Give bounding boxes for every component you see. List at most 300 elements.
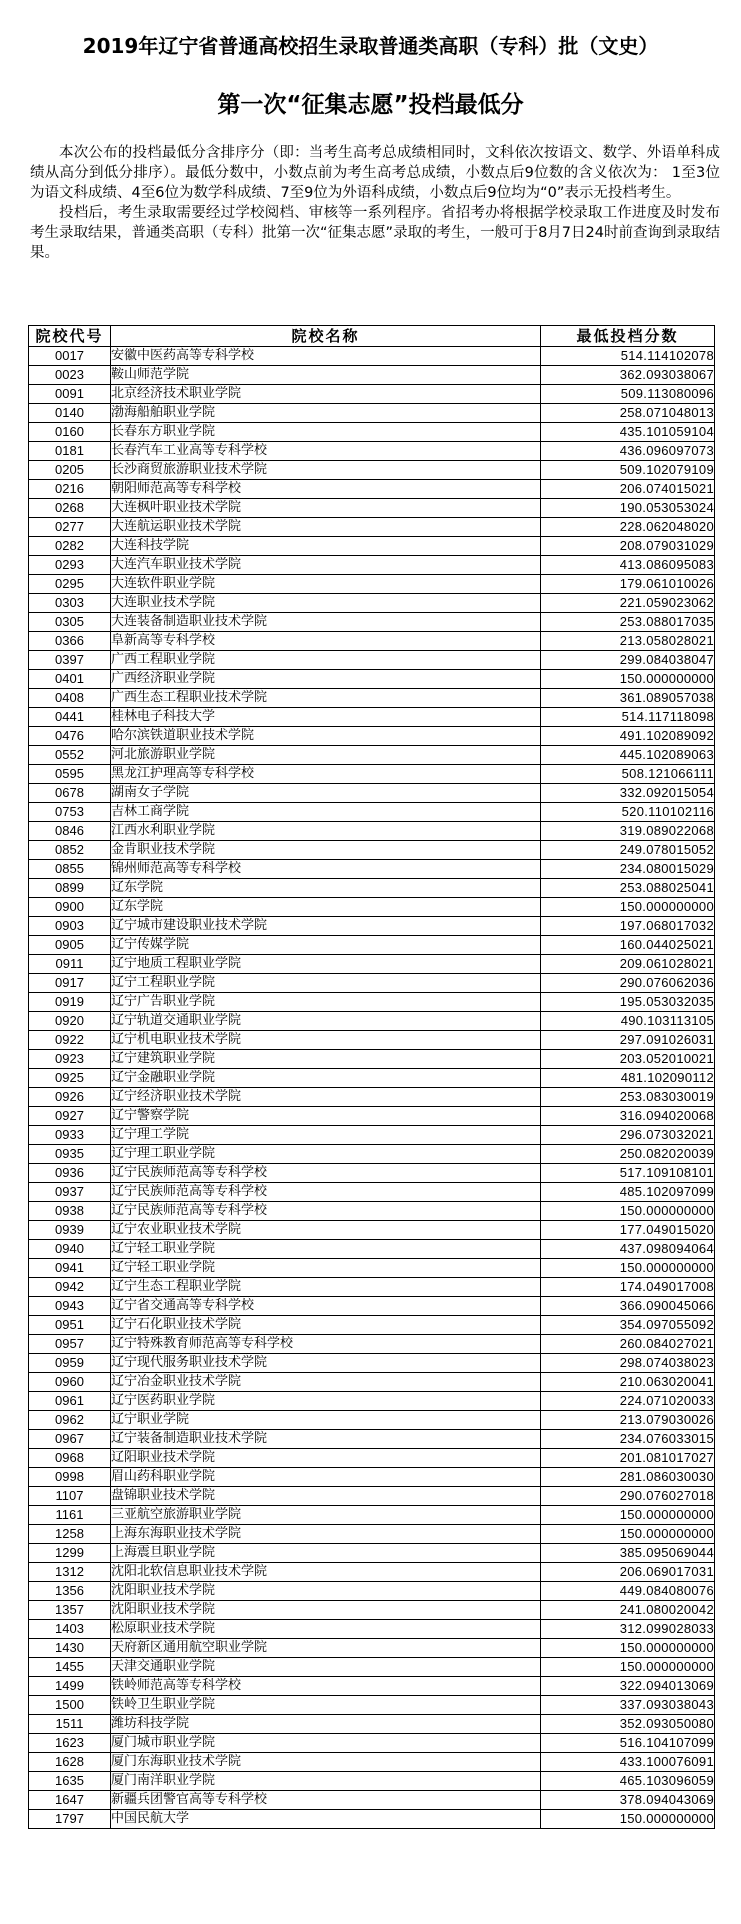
- school-name-cell: 辽宁城市建设职业技术学院: [111, 917, 541, 936]
- min-score-cell: 449.084080076: [541, 1582, 715, 1601]
- table-row: [29, 575, 715, 594]
- school-name-cell: 北京经济技术职业学院: [111, 385, 541, 404]
- min-score-cell: 195.053032035: [541, 993, 715, 1012]
- school-name-cell: 沈阳北软信息职业技术学院: [111, 1563, 541, 1582]
- table-row: [29, 1582, 715, 1601]
- school-code-cell: 1299: [29, 1544, 111, 1563]
- min-score-cell: 337.093038043: [541, 1696, 715, 1715]
- school-code-cell: 0595: [29, 765, 111, 784]
- school-name-cell: 辽宁传媒学院: [111, 936, 541, 955]
- min-score-cell: 296.073032021: [541, 1126, 715, 1145]
- school-name-cell: 桂林电子科技大学: [111, 708, 541, 727]
- table-row: [29, 1012, 715, 1031]
- school-name-cell: 朝阳师范高等专科学校: [111, 480, 541, 499]
- school-name-cell: 三亚航空旅游职业学院: [111, 1506, 541, 1525]
- min-score-cell: 485.102097099: [541, 1183, 715, 1202]
- school-code-cell: 0967: [29, 1430, 111, 1449]
- school-name-cell: 厦门城市职业学院: [111, 1734, 541, 1753]
- school-name-cell: 辽宁民族师范高等专科学校: [111, 1164, 541, 1183]
- table-row: [29, 366, 715, 385]
- school-name-cell: 辽宁金融职业学院: [111, 1069, 541, 1088]
- min-score-cell: 508.121066111: [541, 765, 715, 784]
- table-row: [29, 898, 715, 917]
- min-score-cell: 150.000000000: [541, 1810, 715, 1829]
- table-row: [29, 518, 715, 537]
- school-name-cell: 鞍山师范学院: [111, 366, 541, 385]
- min-score-cell: 281.086030030: [541, 1468, 715, 1487]
- min-score-cell: 437.098094064: [541, 1240, 715, 1259]
- school-name-cell: 长沙商贸旅游职业技术学院: [111, 461, 541, 480]
- school-code-cell: 0293: [29, 556, 111, 575]
- min-score-cell: 354.097055092: [541, 1316, 715, 1335]
- school-code-cell: 0927: [29, 1107, 111, 1126]
- school-name-cell: 辽宁警察学院: [111, 1107, 541, 1126]
- min-score-cell: 210.063020041: [541, 1373, 715, 1392]
- intro-paragraph-1: 本次公布的投档最低分含排序分（即：当考生高考总成绩相同时，文科依次按语文、数学、外语单科成绩从高分到低分排序）。最低分数中，小数点前为考生高考总成绩，小数点后9位数的含义依次为： 1至3位为语文科成绩、4至6位为数学科成绩、7至9位为外语科成绩，小数点后9位均为“0”表示无投档考生。: [30, 145, 720, 201]
- table-row: [29, 1278, 715, 1297]
- school-code-cell: 0899: [29, 879, 111, 898]
- min-score-cell: 378.094043069: [541, 1791, 715, 1810]
- school-code-cell: 0937: [29, 1183, 111, 1202]
- table-row: [29, 1069, 715, 1088]
- table-row: [29, 1221, 715, 1240]
- school-name-cell: 辽宁生态工程职业学院: [111, 1278, 541, 1297]
- school-code-cell: 0023: [29, 366, 111, 385]
- school-name-cell: 沈阳职业技术学院: [111, 1601, 541, 1620]
- school-code-cell: 0277: [29, 518, 111, 537]
- school-name-cell: 辽宁轨道交通职业学院: [111, 1012, 541, 1031]
- min-score-cell: 253.088017035: [541, 613, 715, 632]
- school-name-cell: 大连职业技术学院: [111, 594, 541, 613]
- table-row: [29, 860, 715, 879]
- school-name-cell: 辽宁冶金职业技术学院: [111, 1373, 541, 1392]
- school-name-cell: 辽宁石化职业技术学院: [111, 1316, 541, 1335]
- school-code-cell: 1403: [29, 1620, 111, 1639]
- school-code-cell: 1500: [29, 1696, 111, 1715]
- school-code-cell: 0900: [29, 898, 111, 917]
- school-name-cell: 辽宁现代服务职业技术学院: [111, 1354, 541, 1373]
- school-name-cell: 天津交通职业学院: [111, 1658, 541, 1677]
- school-code-cell: 0951: [29, 1316, 111, 1335]
- school-name-cell: 辽宁广告职业学院: [111, 993, 541, 1012]
- school-name-cell: 盘锦职业技术学院: [111, 1487, 541, 1506]
- header-school-name: 院校名称: [111, 326, 541, 347]
- school-code-cell: 0905: [29, 936, 111, 955]
- school-name-cell: 铁岭卫生职业学院: [111, 1696, 541, 1715]
- school-code-cell: 0919: [29, 993, 111, 1012]
- school-code-cell: 0943: [29, 1297, 111, 1316]
- table-row: [29, 1354, 715, 1373]
- school-code-cell: 0401: [29, 670, 111, 689]
- school-name-cell: 松原职业技术学院: [111, 1620, 541, 1639]
- table-row: [29, 1373, 715, 1392]
- school-code-cell: 1647: [29, 1791, 111, 1810]
- table-row: [29, 784, 715, 803]
- min-score-cell: 491.102089092: [541, 727, 715, 746]
- min-score-cell: 253.088025041: [541, 879, 715, 898]
- table-row: [29, 1639, 715, 1658]
- school-code-cell: 0960: [29, 1373, 111, 1392]
- min-score-cell: 250.082020039: [541, 1145, 715, 1164]
- school-code-cell: 1161: [29, 1506, 111, 1525]
- min-score-cell: 362.093038067: [541, 366, 715, 385]
- school-code-cell: 1797: [29, 1810, 111, 1829]
- table-row: [29, 708, 715, 727]
- table-row: [29, 1620, 715, 1639]
- min-score-cell: 290.076062036: [541, 974, 715, 993]
- intro-text: [30, 143, 720, 263]
- score-table: [28, 325, 715, 1829]
- table-row: [29, 746, 715, 765]
- school-code-cell: 0925: [29, 1069, 111, 1088]
- min-score-cell: 190.053053024: [541, 499, 715, 518]
- school-code-cell: 1623: [29, 1734, 111, 1753]
- school-code-cell: 0268: [29, 499, 111, 518]
- school-name-cell: 辽宁装备制造职业技术学院: [111, 1430, 541, 1449]
- min-score-cell: 150.000000000: [541, 1639, 715, 1658]
- table-row: [29, 993, 715, 1012]
- school-code-cell: 0303: [29, 594, 111, 613]
- min-score-cell: 221.059023062: [541, 594, 715, 613]
- min-score-cell: 150.000000000: [541, 1525, 715, 1544]
- table-body: [29, 347, 715, 1829]
- table-row: [29, 670, 715, 689]
- min-score-cell: 203.052010021: [541, 1050, 715, 1069]
- table-row: [29, 1715, 715, 1734]
- min-score-cell: 520.110102116: [541, 803, 715, 822]
- min-score-cell: 445.102089063: [541, 746, 715, 765]
- school-name-cell: 天府新区通用航空职业学院: [111, 1639, 541, 1658]
- school-name-cell: 上海震旦职业学院: [111, 1544, 541, 1563]
- table-row: [29, 632, 715, 651]
- school-name-cell: 大连科技学院: [111, 537, 541, 556]
- table-row: [29, 556, 715, 575]
- table-row: [29, 1316, 715, 1335]
- min-score-cell: 150.000000000: [541, 1658, 715, 1677]
- min-score-cell: 435.101059104: [541, 423, 715, 442]
- document-subtitle: 第一次“征集志愿”投档最低分: [217, 92, 524, 118]
- school-name-cell: 黑龙江护理高等专科学校: [111, 765, 541, 784]
- table-row: [29, 1183, 715, 1202]
- table-row: [29, 1544, 715, 1563]
- table-row: [29, 1164, 715, 1183]
- table-header-row: [29, 326, 715, 347]
- school-code-cell: 0678: [29, 784, 111, 803]
- school-name-cell: 阜新高等专科学校: [111, 632, 541, 651]
- school-name-cell: 吉林工商学院: [111, 803, 541, 822]
- school-code-cell: 0941: [29, 1259, 111, 1278]
- school-name-cell: 辽宁农业职业技术学院: [111, 1221, 541, 1240]
- school-code-cell: 0552: [29, 746, 111, 765]
- school-code-cell: 0917: [29, 974, 111, 993]
- min-score-cell: 234.076033015: [541, 1430, 715, 1449]
- table-row: [29, 1088, 715, 1107]
- school-code-cell: 1455: [29, 1658, 111, 1677]
- table-row: [29, 841, 715, 860]
- min-score-cell: 319.089022068: [541, 822, 715, 841]
- school-code-cell: 0922: [29, 1031, 111, 1050]
- school-name-cell: 哈尔滨铁道职业技术学院: [111, 727, 541, 746]
- school-name-cell: 河北旅游职业学院: [111, 746, 541, 765]
- table-row: [29, 1107, 715, 1126]
- school-name-cell: 辽东学院: [111, 898, 541, 917]
- school-code-cell: 1635: [29, 1772, 111, 1791]
- school-name-cell: 中国民航大学: [111, 1810, 541, 1829]
- table-row: [29, 879, 715, 898]
- school-name-cell: 辽宁经济职业技术学院: [111, 1088, 541, 1107]
- school-name-cell: 眉山药科职业学院: [111, 1468, 541, 1487]
- min-score-cell: 228.062048020: [541, 518, 715, 537]
- table-row: [29, 822, 715, 841]
- school-code-cell: 0017: [29, 347, 111, 366]
- min-score-cell: 352.093050080: [541, 1715, 715, 1734]
- school-code-cell: 0923: [29, 1050, 111, 1069]
- school-code-cell: 1356: [29, 1582, 111, 1601]
- min-score-cell: 150.000000000: [541, 898, 715, 917]
- table-row: [29, 651, 715, 670]
- school-name-cell: 辽宁职业学院: [111, 1411, 541, 1430]
- school-code-cell: 0968: [29, 1449, 111, 1468]
- school-name-cell: 新疆兵团警官高等专科学校: [111, 1791, 541, 1810]
- min-score-cell: 224.071020033: [541, 1392, 715, 1411]
- school-name-cell: 湖南女子学院: [111, 784, 541, 803]
- min-score-cell: 150.000000000: [541, 670, 715, 689]
- school-code-cell: 0959: [29, 1354, 111, 1373]
- min-score-cell: 297.091026031: [541, 1031, 715, 1050]
- header-min-score: 最低投档分数: [541, 326, 715, 347]
- school-name-cell: 广西工程职业学院: [111, 651, 541, 670]
- table-row: [29, 537, 715, 556]
- header-school-code: 院校代号: [29, 326, 111, 347]
- school-code-cell: 0408: [29, 689, 111, 708]
- min-score-cell: 516.104107099: [541, 1734, 715, 1753]
- school-name-cell: 辽阳职业技术学院: [111, 1449, 541, 1468]
- min-score-cell: 481.102090112: [541, 1069, 715, 1088]
- table-row: [29, 423, 715, 442]
- min-score-cell: 160.044025021: [541, 936, 715, 955]
- table-row: [29, 974, 715, 993]
- min-score-cell: 234.080015029: [541, 860, 715, 879]
- school-name-cell: 铁岭师范高等专科学校: [111, 1677, 541, 1696]
- table-row: [29, 1753, 715, 1772]
- min-score-cell: 206.074015021: [541, 480, 715, 499]
- school-name-cell: 渤海船舶职业学院: [111, 404, 541, 423]
- school-name-cell: 厦门东海职业技术学院: [111, 1753, 541, 1772]
- table-row: [29, 803, 715, 822]
- school-code-cell: 0753: [29, 803, 111, 822]
- min-score-cell: 150.000000000: [541, 1506, 715, 1525]
- min-score-cell: 208.079031029: [541, 537, 715, 556]
- min-score-cell: 299.084038047: [541, 651, 715, 670]
- school-code-cell: 0295: [29, 575, 111, 594]
- school-code-cell: 0846: [29, 822, 111, 841]
- table-row: [29, 1145, 715, 1164]
- table-row: [29, 1696, 715, 1715]
- min-score-cell: 312.099028033: [541, 1620, 715, 1639]
- school-code-cell: 0216: [29, 480, 111, 499]
- table-row: [29, 1031, 715, 1050]
- school-name-cell: 辽宁机电职业技术学院: [111, 1031, 541, 1050]
- table-row: [29, 1772, 715, 1791]
- min-score-cell: 366.090045066: [541, 1297, 715, 1316]
- min-score-cell: 179.061010026: [541, 575, 715, 594]
- school-code-cell: 0852: [29, 841, 111, 860]
- school-name-cell: 大连汽车职业技术学院: [111, 556, 541, 575]
- school-name-cell: 辽宁理工职业学院: [111, 1145, 541, 1164]
- school-code-cell: 0091: [29, 385, 111, 404]
- school-name-cell: 大连装备制造职业技术学院: [111, 613, 541, 632]
- min-score-cell: 241.080020042: [541, 1601, 715, 1620]
- min-score-cell: 433.100076091: [541, 1753, 715, 1772]
- school-code-cell: 0936: [29, 1164, 111, 1183]
- table-row: [29, 1506, 715, 1525]
- min-score-cell: 260.084027021: [541, 1335, 715, 1354]
- school-code-cell: 0940: [29, 1240, 111, 1259]
- min-score-cell: 298.074038023: [541, 1354, 715, 1373]
- school-name-cell: 辽宁民族师范高等专科学校: [111, 1202, 541, 1221]
- min-score-cell: 509.102079109: [541, 461, 715, 480]
- school-name-cell: 辽宁轻工职业学院: [111, 1240, 541, 1259]
- school-code-cell: 0935: [29, 1145, 111, 1164]
- table-row: [29, 1563, 715, 1582]
- min-score-cell: 361.089057038: [541, 689, 715, 708]
- school-code-cell: 0903: [29, 917, 111, 936]
- table-row: [29, 1297, 715, 1316]
- min-score-cell: 332.092015054: [541, 784, 715, 803]
- school-name-cell: 辽宁工程职业学院: [111, 974, 541, 993]
- school-code-cell: 0282: [29, 537, 111, 556]
- table-row: [29, 1791, 715, 1810]
- table-row: [29, 1658, 715, 1677]
- school-name-cell: 广西经济职业学院: [111, 670, 541, 689]
- table-row: [29, 347, 715, 366]
- min-score-cell: 517.109108101: [541, 1164, 715, 1183]
- school-name-cell: 安徽中医药高等专科学校: [111, 347, 541, 366]
- table-row: [29, 1430, 715, 1449]
- table-row: [29, 1468, 715, 1487]
- school-code-cell: 0926: [29, 1088, 111, 1107]
- school-code-cell: 0939: [29, 1221, 111, 1240]
- school-name-cell: 上海东海职业技术学院: [111, 1525, 541, 1544]
- school-name-cell: 长春东方职业学院: [111, 423, 541, 442]
- min-score-cell: 514.114102078: [541, 347, 715, 366]
- school-code-cell: 0205: [29, 461, 111, 480]
- table-row: [29, 1202, 715, 1221]
- school-code-cell: 1511: [29, 1715, 111, 1734]
- school-name-cell: 辽宁特殊教育师范高等专科学校: [111, 1335, 541, 1354]
- min-score-cell: 209.061028021: [541, 955, 715, 974]
- table-row: [29, 1259, 715, 1278]
- school-code-cell: 0305: [29, 613, 111, 632]
- school-code-cell: 1499: [29, 1677, 111, 1696]
- intro-paragraph-2: 投档后，考生录取需要经过学校阅档、审核等一系列程序。省招考办将根据学校录取工作进度及时发布考生录取结果，普通类高职（专科）批第一次“征集志愿”录取的考生，一般可于8月7日24时前查询到录取结果。: [30, 205, 720, 261]
- school-name-cell: 长春汽车工业高等专科学校: [111, 442, 541, 461]
- min-score-cell: 206.069017031: [541, 1563, 715, 1582]
- table-row: [29, 917, 715, 936]
- table-row: [29, 936, 715, 955]
- min-score-cell: 201.081017027: [541, 1449, 715, 1468]
- school-code-cell: 1430: [29, 1639, 111, 1658]
- min-score-cell: 290.076027018: [541, 1487, 715, 1506]
- school-code-cell: 0160: [29, 423, 111, 442]
- school-code-cell: 0476: [29, 727, 111, 746]
- school-name-cell: 金肯职业技术学院: [111, 841, 541, 860]
- school-code-cell: 0933: [29, 1126, 111, 1145]
- school-name-cell: 辽东学院: [111, 879, 541, 898]
- table-row: [29, 385, 715, 404]
- school-code-cell: 0942: [29, 1278, 111, 1297]
- school-name-cell: 辽宁省交通高等专科学校: [111, 1297, 541, 1316]
- table-row: [29, 1392, 715, 1411]
- school-code-cell: 0998: [29, 1468, 111, 1487]
- min-score-cell: 509.113080096: [541, 385, 715, 404]
- table-row: [29, 613, 715, 632]
- school-name-cell: 辽宁民族师范高等专科学校: [111, 1183, 541, 1202]
- min-score-cell: 213.058028021: [541, 632, 715, 651]
- min-score-cell: 174.049017008: [541, 1278, 715, 1297]
- table-row: [29, 499, 715, 518]
- school-code-cell: 0366: [29, 632, 111, 651]
- school-code-cell: 1312: [29, 1563, 111, 1582]
- table-row: [29, 1677, 715, 1696]
- school-code-cell: 1357: [29, 1601, 111, 1620]
- table-row: [29, 727, 715, 746]
- school-name-cell: 江西水利职业学院: [111, 822, 541, 841]
- school-name-cell: 大连软件职业学院: [111, 575, 541, 594]
- school-name-cell: 潍坊科技学院: [111, 1715, 541, 1734]
- min-score-cell: 258.071048013: [541, 404, 715, 423]
- table-row: [29, 955, 715, 974]
- school-code-cell: 0397: [29, 651, 111, 670]
- min-score-cell: 385.095069044: [541, 1544, 715, 1563]
- school-code-cell: 1107: [29, 1487, 111, 1506]
- table-row: [29, 1335, 715, 1354]
- school-code-cell: 0962: [29, 1411, 111, 1430]
- table-row: [29, 442, 715, 461]
- min-score-cell: 316.094020068: [541, 1107, 715, 1126]
- school-code-cell: 1258: [29, 1525, 111, 1544]
- document-title: 2019年辽宁省普通高校招生录取普通类高职（专科）批（文史）: [82, 34, 659, 58]
- min-score-cell: 150.000000000: [541, 1259, 715, 1278]
- min-score-cell: 213.079030026: [541, 1411, 715, 1430]
- table-row: [29, 1240, 715, 1259]
- table-row: [29, 1487, 715, 1506]
- school-code-cell: 0140: [29, 404, 111, 423]
- table-row: [29, 1810, 715, 1829]
- min-score-cell: 514.117118098: [541, 708, 715, 727]
- min-score-cell: 413.086095083: [541, 556, 715, 575]
- table-row: [29, 1050, 715, 1069]
- table-row: [29, 689, 715, 708]
- table-row: [29, 1449, 715, 1468]
- school-name-cell: 广西生态工程职业技术学院: [111, 689, 541, 708]
- school-name-cell: 大连枫叶职业技术学院: [111, 499, 541, 518]
- min-score-cell: 322.094013069: [541, 1677, 715, 1696]
- school-name-cell: 辽宁医药职业学院: [111, 1392, 541, 1411]
- table-row: [29, 765, 715, 784]
- school-code-cell: 0938: [29, 1202, 111, 1221]
- min-score-cell: 490.103113105: [541, 1012, 715, 1031]
- table-row: [29, 1126, 715, 1145]
- table-row: [29, 1411, 715, 1430]
- min-score-cell: 177.049015020: [541, 1221, 715, 1240]
- school-code-cell: 0181: [29, 442, 111, 461]
- school-name-cell: 沈阳职业技术学院: [111, 1582, 541, 1601]
- min-score-cell: 197.068017032: [541, 917, 715, 936]
- min-score-cell: 253.083030019: [541, 1088, 715, 1107]
- school-name-cell: 辽宁地质工程职业学院: [111, 955, 541, 974]
- table-row: [29, 1601, 715, 1620]
